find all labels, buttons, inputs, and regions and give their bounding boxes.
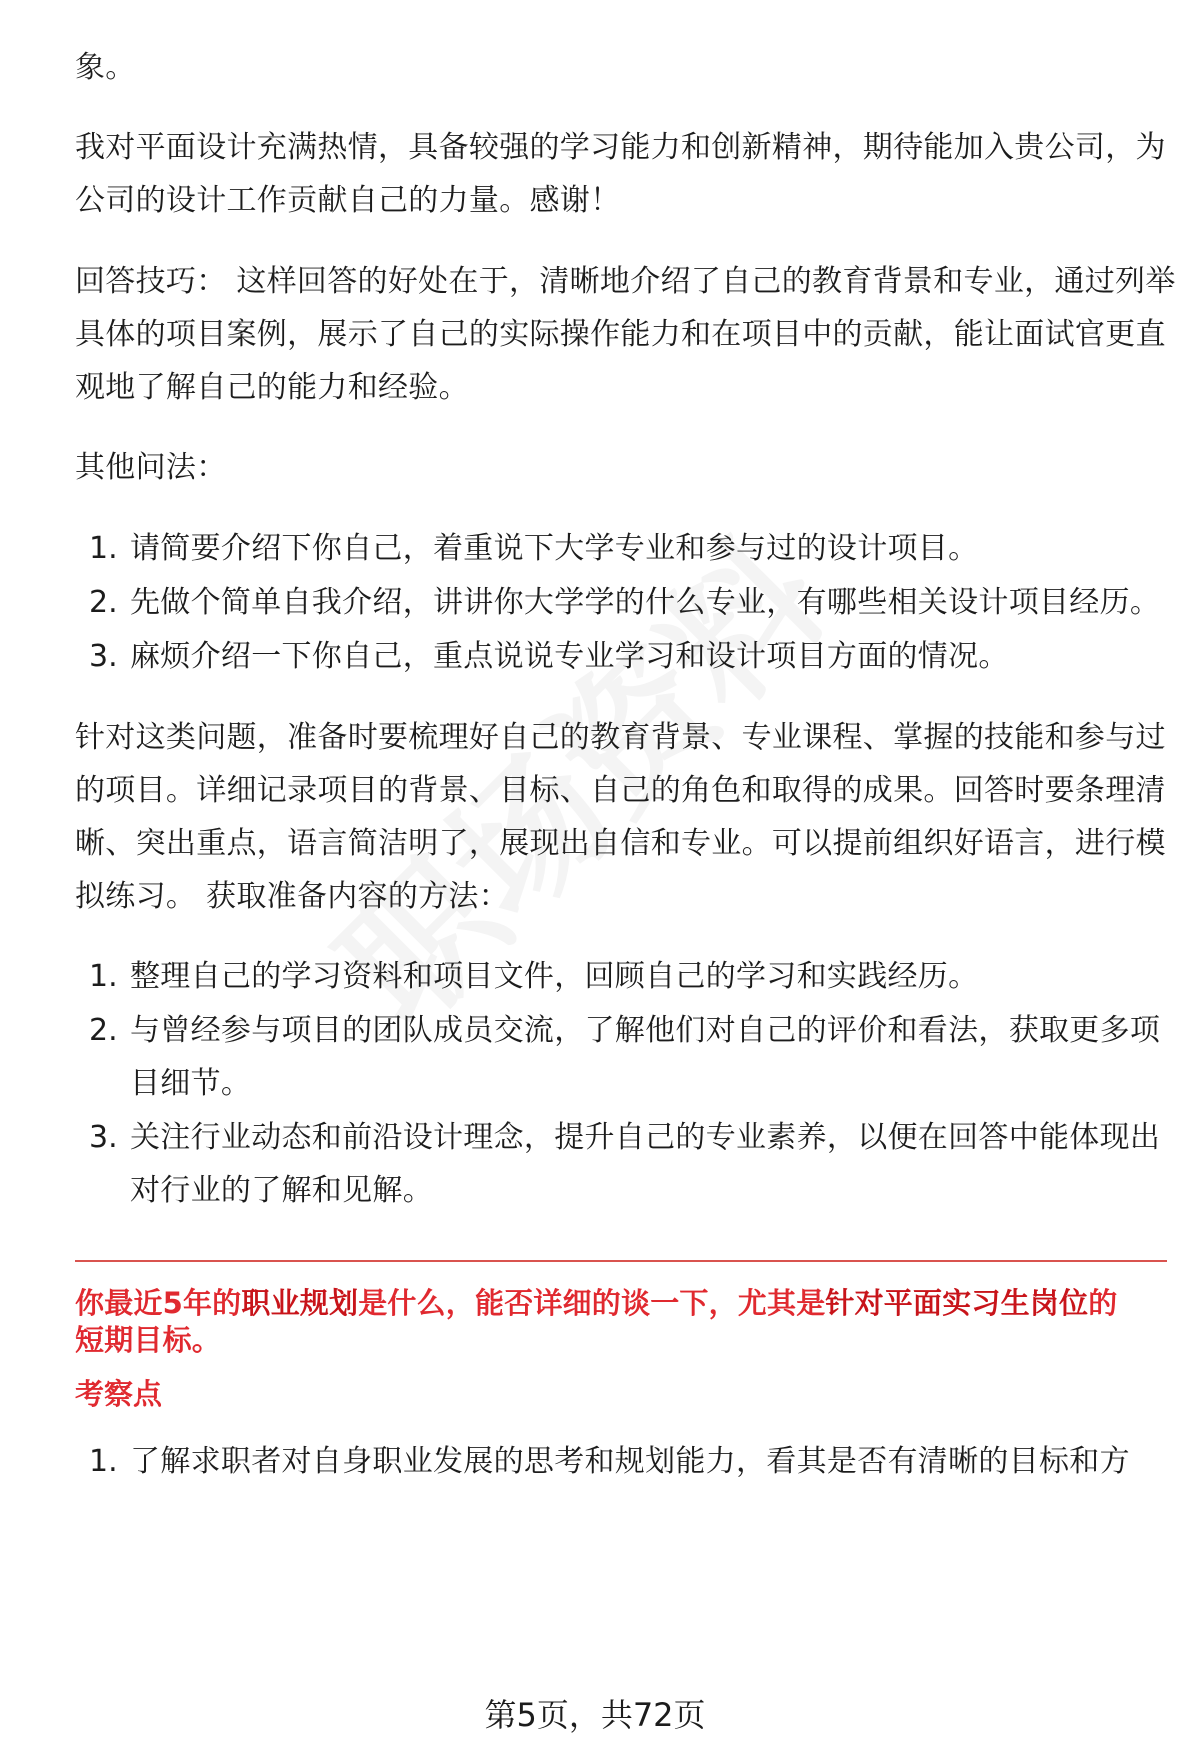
list-number: 3. xyxy=(89,639,118,674)
paragraph-line: 公司的设计工作贡献自己的力量。感谢！ xyxy=(75,183,621,218)
question-text: 的 xyxy=(1088,1286,1118,1320)
list-item-text: 了解求职者对自身职业发展的思考和规划能力，看其是否有清晰的目标和方 xyxy=(130,1444,1130,1479)
list-item-text: 麻烦介绍一下你自己，重点说说专业学习和设计项目方面的情况。 xyxy=(130,639,1009,674)
paragraph-line: 针对这类问题，准备时要梳理好自己的教育背景、专业课程、掌握的技能和参与过 xyxy=(75,720,1166,755)
list-item-text: 整理自己的学习资料和项目文件，回顾自己的学习和实践经历。 xyxy=(130,959,979,994)
paragraph-line: 象。 xyxy=(75,50,136,85)
paragraph-line: 的项目。详细记录项目的背景、目标、自己的角色和取得的成果。回答时要条理清 xyxy=(75,773,1166,808)
paragraph-line: 具体的项目案例，展示了自己的实际操作能力和在项目中的贡献，能让面试官更直 xyxy=(75,317,1166,352)
list-number: 3. xyxy=(89,1120,118,1155)
list-number: 2. xyxy=(89,585,118,620)
list-number: 1. xyxy=(89,531,118,566)
list-number: 1. xyxy=(89,1444,118,1479)
list-item-text: 目细节。 xyxy=(130,1066,252,1101)
paragraph-line: 观地了解自己的能力和经验。 xyxy=(75,370,469,405)
list-item-text: 先做个简单自我介绍，讲讲你大学学的什么专业，有哪些相关设计项目经历。 xyxy=(130,585,1161,620)
list-item-text: 关注行业动态和前沿设计理念，提升自己的专业素养，以便在回答中能体现出 xyxy=(130,1120,1161,1155)
list-number: 1. xyxy=(89,959,118,994)
paragraph-line: 我对平面设计充满热情，具备较强的学习能力和创新精神，期待能加入贵公司，为 xyxy=(75,130,1166,165)
section-heading: 考察点 xyxy=(75,1377,163,1411)
question-line: 短期目标。 xyxy=(75,1323,222,1357)
section-divider xyxy=(75,1260,1167,1262)
paragraph-line: 其他问法： xyxy=(75,450,227,485)
list-item-text: 对行业的了解和见解。 xyxy=(130,1173,433,1208)
question-emphasis: 针对平面实习生岗位 xyxy=(825,1286,1089,1320)
paragraph-line: 晰、突出重点，语言简洁明了，展现出自信和专业。可以提前组织好语言，进行模 xyxy=(75,826,1166,861)
question-text: 你最近5年的 xyxy=(75,1286,242,1320)
document-page xyxy=(75,0,1176,1755)
list-item-text: 与曾经参与项目的团队成员交流，了解他们对自己的评价和看法，获取更多项 xyxy=(130,1013,1161,1048)
paragraph-line: 回答技巧： 这样回答的好处在于，清晰地介绍了自己的教育背景和专业，通过列举 xyxy=(75,264,1176,299)
list-number: 2. xyxy=(89,1013,118,1048)
question-emphasis: 职业规划 xyxy=(241,1286,359,1320)
page-footer: 第5页，共72页 xyxy=(484,1696,706,1734)
paragraph-line: 拟练习。 获取准备内容的方法： xyxy=(75,879,510,914)
list-item-text: 请简要介绍下你自己，着重说下大学专业和参与过的设计项目。 xyxy=(130,531,979,566)
question-text: 是什么，能否详细的谈一下，尤其是 xyxy=(358,1286,826,1320)
question-line xyxy=(75,1283,1117,1323)
